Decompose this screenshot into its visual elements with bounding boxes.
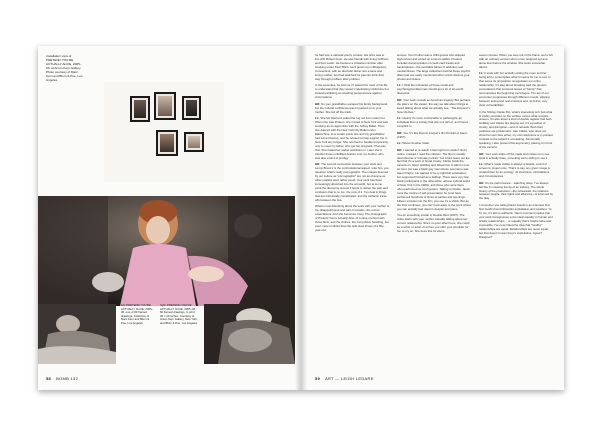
framed-print	[130, 96, 150, 122]
paragraph-text: Your work strips off the mask and invites us to see what is actually there, provoking we're willing to see it.	[479, 151, 550, 160]
right-folio	[315, 376, 374, 381]
bed-photo	[38, 304, 116, 364]
paragraph-text: What's most disturbing about the work with your mother is the disappointment and pain it reveals—the unmet expectations. And she becomes crazy. The photographs of Pretend You're Actually Alive of course confront with those facts, and the clothes, the compulsive hoarding, are even more troubled than the split-level shoes of a fifty-year-old	[315, 204, 389, 233]
framed-print	[182, 96, 201, 120]
paragraph-text: I wanted to re-watch it last night but couldn't find it online. Instead, I read the criticism. The film is usually described as a "intimate portrait," but critics leave out the fact that it's a work of brutal cruelty. Clarke holds the camera on Jason Holliday and allows him to talk for over an hour. He was a black gay man whose real name was Aaron Payne. He wanted to be a nightclub entertainer, but supported himself as a bellhop. There were very few black participants in the ultra-white, urbane cultural world of New York in the 1960s, and those who were there often performed as court jesters. Talking to Clarke, Jason cons the routine of self-presentation he must have performed hundreds of times at parties and openings. Fifteen minutes into the film, you see it's a shtick. But as the shot continues, you can't look away to the point where you can actually feel Jason's despair and pains.	[397, 147, 471, 211]
page-number: 58	[46, 376, 52, 381]
framed-print	[154, 92, 176, 120]
framed-print	[156, 130, 178, 156]
paragraph-text: She felt that he'd pulled the rug out from under her. When she was thirteen, she moved to New York and was studying as an apprentice with the Joffrey Ballet. Then she danced with the New York City Ballet under Balanchine. At a certain point, she and my grandfather had some blowout, and he refused to help support her in New York any longer. She returned to Seattle temporarily, only to meet my father, who got her pregnant. That was that. She traded her earlier ambitions in. Later she'd transfer those unfulfilled desires onto my brother, who was also a kind of prodigy.	[315, 116, 389, 160]
left-page	[38, 46, 301, 390]
magazine-spread	[38, 46, 564, 390]
text-column-3	[479, 54, 553, 242]
paragraph	[479, 153, 553, 161]
left-folio	[46, 376, 78, 381]
paragraph-text: What's made visible is always a facade, a kind of screen to project onto. That's to say, any given image is underwritten by an ecology: its structures, intimidations, and circumstances.	[479, 162, 551, 179]
framed-print	[184, 132, 204, 152]
paragraph-text: I think the intricacies of those social and psychological dilemmas should get a lot of art-world discourse.	[397, 83, 464, 96]
text-column-2	[397, 54, 471, 237]
page-number: 59	[315, 376, 321, 381]
paragraph	[479, 72, 553, 108]
paragraph-text: Clearly it's more comfortable to pathologize an individual than a society that she is a part of, and hence complicit in.	[397, 116, 469, 129]
paragraph-text: woman. Your brother was a child genius who skipped high school and ended up a heroin addict. Pretend includes documentation of credit card frauds and bankruptcies—the inevitable fallout of addiction and mental illness. The large collections behind these psychic dilemmas are rarely mentioned when critics discuss your photos and videos.	[397, 53, 471, 81]
speaker-initials: GK:	[315, 162, 322, 167]
paragraph	[397, 99, 471, 115]
caption-bottom-right: right: PRETEND YOU'RE ACTUALLY ALIVE, 2005–06, 60 framed drawings, C-print 30 × 40 inches. Courtesy of Anton Kern Gallery, New York, and Blum & Poe, Los Angeles.	[160, 303, 198, 325]
paragraph	[397, 117, 471, 129]
paragraph-text: Whoa! Another Clark.	[402, 141, 430, 146]
paragraph	[479, 54, 553, 70]
speaker-initials: LL:	[479, 71, 485, 76]
paragraph	[397, 142, 471, 146]
speaker-initials: GK:	[397, 97, 404, 102]
paragraph	[315, 205, 389, 233]
paragraph-text: It's the performance... watching plays. I've always felt like I'm viewing the tip of an iceberg. The whole history of the production—the rehearsals, the relations between people, their fights and alliances—is informed by the play.	[479, 180, 553, 201]
speaker-initials: LL:	[397, 116, 403, 121]
caption-top: Installation view of PRETEND YOU'RE ACTUALLY ALIVE, 2005–06, at Anton Kern Gallery. Photo courtesy of Marc Kern and Blum & Poe, Los Angeles.	[46, 54, 83, 82]
section-label: ART — LEIGH LEDARE	[325, 376, 374, 381]
speaker-initials: GK:	[397, 147, 404, 152]
speaker-initials: LL:	[397, 83, 403, 88]
speaker-initials: GK:	[479, 180, 486, 185]
paragraph-text: Your work reveals an American tragedy. But perhaps the joke's on the viewer: the way we talk about things to avoid talking about what we actually see. "The Emperor's New Clothes."	[397, 97, 471, 114]
paragraph	[479, 163, 553, 179]
magazine-issue: BOMB 132	[56, 376, 79, 381]
paragraph-text: You do something similar in Double Bind (2007). The video starts with your mother casually talking about her current relationship. She's no poor effect here, she could be a writer or artist. And then you offer your shoulder for her to cry on. She does this for about	[397, 213, 470, 234]
paragraph	[315, 84, 389, 100]
paragraph-text: In the seventies, he told me if I asked him most of his life to understand that they weren't celebrating misfortune but instead exhibiting an amazing perseverance against circumstance.	[315, 83, 389, 100]
paragraph-text: So your grandfather escaped his family background, but the cultural confidence wasn't passed on to your mother. She fell off the track.	[315, 101, 388, 114]
speaker-initials: GK:	[397, 130, 404, 135]
paragraph-text: It ends with her actually exiting the room and her being left to contemplate what it means for me to exit. In that sense its proposition renegotiates our entire relationship. It's also about breaking past the generic connotations that surround issues of "family" that accompanies the beginning monologue. The arc of our encounter progresses through different moods, slipping between acting and real emotions and, at points, very clear vulnerabilities.	[479, 71, 551, 108]
paragraph	[315, 117, 389, 160]
caption-bottom-left: left: PRETEND YOU'RE ACTUALLY ALIVE, 2005–06, one of 60 framed drawings. Collection of Marc Kern and Blum & Poe, Los Angeles.	[121, 303, 154, 325]
paragraph-text: In the Shirley Clarke film, what's interesting isn't just what is visibly recorded on the surface versus what remains unseen. It's also about a kind of double register that both Holliday and Clarke are playing out. It's a position of cruelty, and disruption—and of refusals. Both their positions are problematic. Like Clarke, who does not show her own face either, my own disclosure is in pointed contrast to the subject's unmasking. Structurally speaking, I also present this asymmetry, placing it in front of the camera.	[479, 109, 553, 150]
paragraph	[397, 149, 471, 212]
gallery-wall-photo	[104, 82, 224, 182]
paragraph	[315, 163, 389, 203]
paragraph	[397, 132, 471, 140]
text-column-1	[315, 54, 389, 236]
speaker-initials: LL:	[315, 116, 321, 121]
bedroom-photo	[204, 304, 295, 364]
paragraph	[397, 214, 471, 234]
paragraph-text: seven minutes. When you step out of the frame, we're left with an ordinary woman who's more resigned out and alone than before the window. She looks somewhat dazed.	[479, 53, 553, 69]
portrait-photo	[38, 196, 295, 306]
paragraph	[397, 84, 471, 96]
paragraph-text: Yes. It's like Dennis Cooper's film Portrait of Jason (1967).	[397, 130, 468, 139]
speaker-initials: GK:	[479, 151, 486, 156]
paragraph-text: I remember you telling David Joselit in an interview that Nan Goldin found Shoulder exploitative and repellent. Yo. To me, it's all too authentic. Nan's comment implies that your work transgresses some ideal equality in human and artistic relationships… or equality that's maybe false and impossible. I've never liked the idea that "healthy" relationships are equal. Relationships are never equal, but that doesn't mean they're exploitative. Agree? Disagree?	[479, 202, 553, 239]
paragraph	[479, 111, 553, 151]
right-page	[301, 46, 564, 390]
page-gutter	[295, 46, 307, 390]
speaker-initials: GK:	[315, 101, 322, 106]
paragraph	[397, 54, 471, 82]
paragraph	[315, 54, 389, 82]
paragraph	[479, 204, 553, 240]
speaker-initials: LL:	[479, 162, 485, 167]
paragraph-text: The second connection between your work and Lenny Bruce's is the confrontational aspect. Like him, you question what's really pornographic. The images deemed by our culture as "pornographic" are not as obscene as other realities we'd rather avoid. Your work has been increasingly absorbed into the art world, but at some point the discourse around it tends to soften the pain and confusion that is, to me, the core of it. You deal in things that are intrinsically complicated, and the cathartic trade-offs between the two.	[315, 162, 389, 202]
paragraph-text: he had won a national poetry contest. His prize was to live with Robert Frost. He was friends with Irving Goffman and Kurt Lewin. He became a Unitarian minister after studying under Paul Tillich. He'd grown up in Bridgeport, Connecticut, with an alcoholic father and a sane and loving mother, and had watched his parents drink their way through problem after problem.	[315, 53, 389, 81]
paragraph	[315, 103, 389, 115]
paragraph	[479, 182, 553, 202]
speaker-initials: LL:	[397, 141, 403, 146]
